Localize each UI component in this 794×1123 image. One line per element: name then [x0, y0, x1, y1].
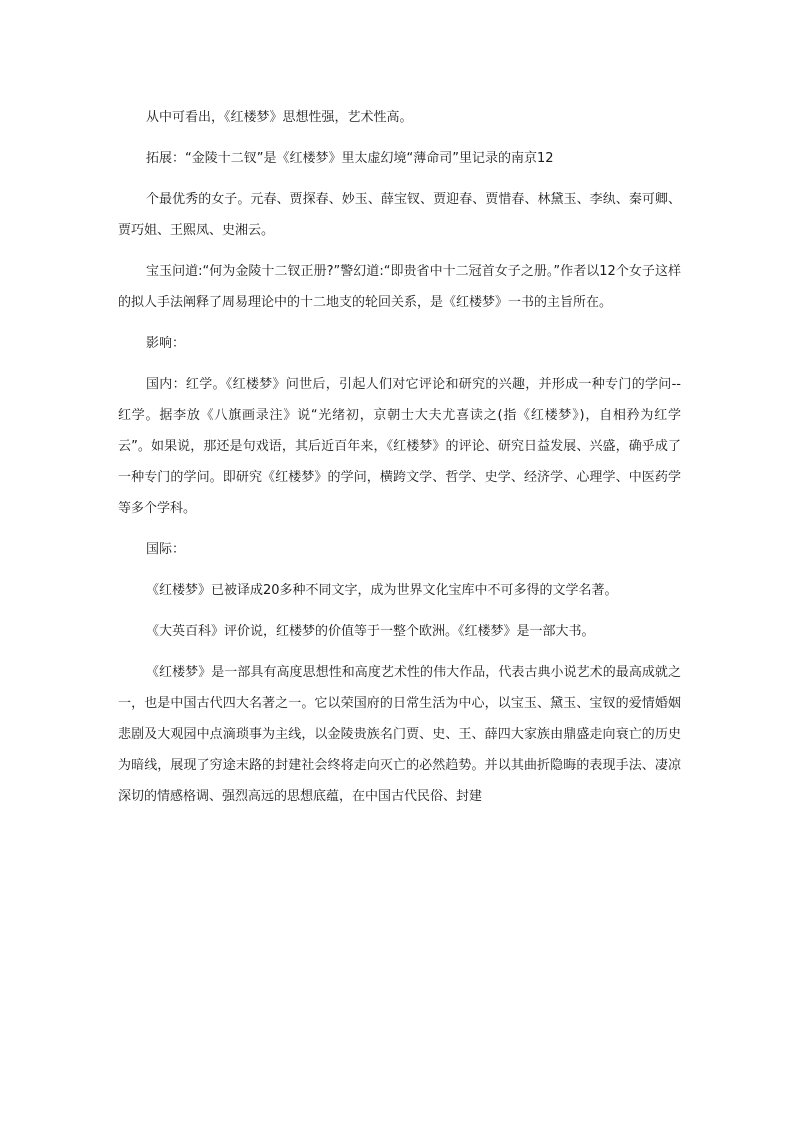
- paragraph-conclusion: 从中可看出，《红楼梦》思想性强，艺术性高。: [146, 110, 413, 125]
- heading-influence: 影响：: [146, 336, 186, 351]
- paragraph-twelve-beauties: 个最优秀的女子。元春、贾探春、妙玉、薛宝钗、贾迎春、贾惜春、林黛玉、李纨、秦可卿、贾巧姐、王熙凤、史湘云。: [118, 192, 681, 238]
- paragraph-britannica: 《大英百科》评价说，红楼梦的价值等于一整个欧洲。《红楼梦》是一部大书。: [146, 624, 595, 639]
- paragraph-translations: 《红楼梦》已被译成20多种不同文字，成为世界文化宝库中不可多得的文学名著。: [146, 583, 618, 598]
- paragraph-summary: 《红楼梦》是一部具有高度思想性和高度艺术性的伟大作品，代表古典小说艺术的最高成就之一，也是中国古代四大名著之一。它以荣国府的日常生活为中心，以宝玉、黛玉、宝钗的爱情婚姻悲剧及大观园中点滴琐事为主线，以金陵贵族名门贾、史、王、薛四大家族由鼎盛走向衰亡的历史为暗线，展现了穷途末路的封建社会终将走向灭亡的必然趋势。并以其曲折隐晦的表现手法、凄凉深切的情感格调、强烈高远的思想底蕴，在中国古代民俗、封建: [118, 665, 681, 804]
- heading-international: 国际：: [146, 542, 186, 557]
- paragraph-domestic-influence: 国内：红学。《红楼梦》问世后，引起人们对它评论和研究的兴趣，并形成一种专门的学问--红学。据李放《八旗画录注》说“光绪初，京朝士大夫尤喜读之(指《红楼梦》)，自相矜为红学云”。如果说，那还是句戏语，其后近百年来，《红楼梦》的评论、研究日益发展、兴盛，确乎成了一种专门的学问。即研究《红楼梦》的学问，横跨文学、哲学、史学、经济学、心理学、中医药学等多个学科。: [118, 377, 681, 516]
- document-body: [118, 102, 681, 812]
- paragraph-extension-intro: 拓展：“金陵十二钗”是《红楼梦》里太虚幻境“薄命司”里记录的南京12: [146, 151, 554, 166]
- paragraph-baoyu-question: 宝玉问道:“何为金陵十二钗正册?”警幻道:“即贵省中十二冠首女子之册。”作者以12个女子这样的拟人手法阐释了周易理论中的十二地支的轮回关系，是《红楼梦》一书的主旨所在。: [118, 264, 681, 310]
